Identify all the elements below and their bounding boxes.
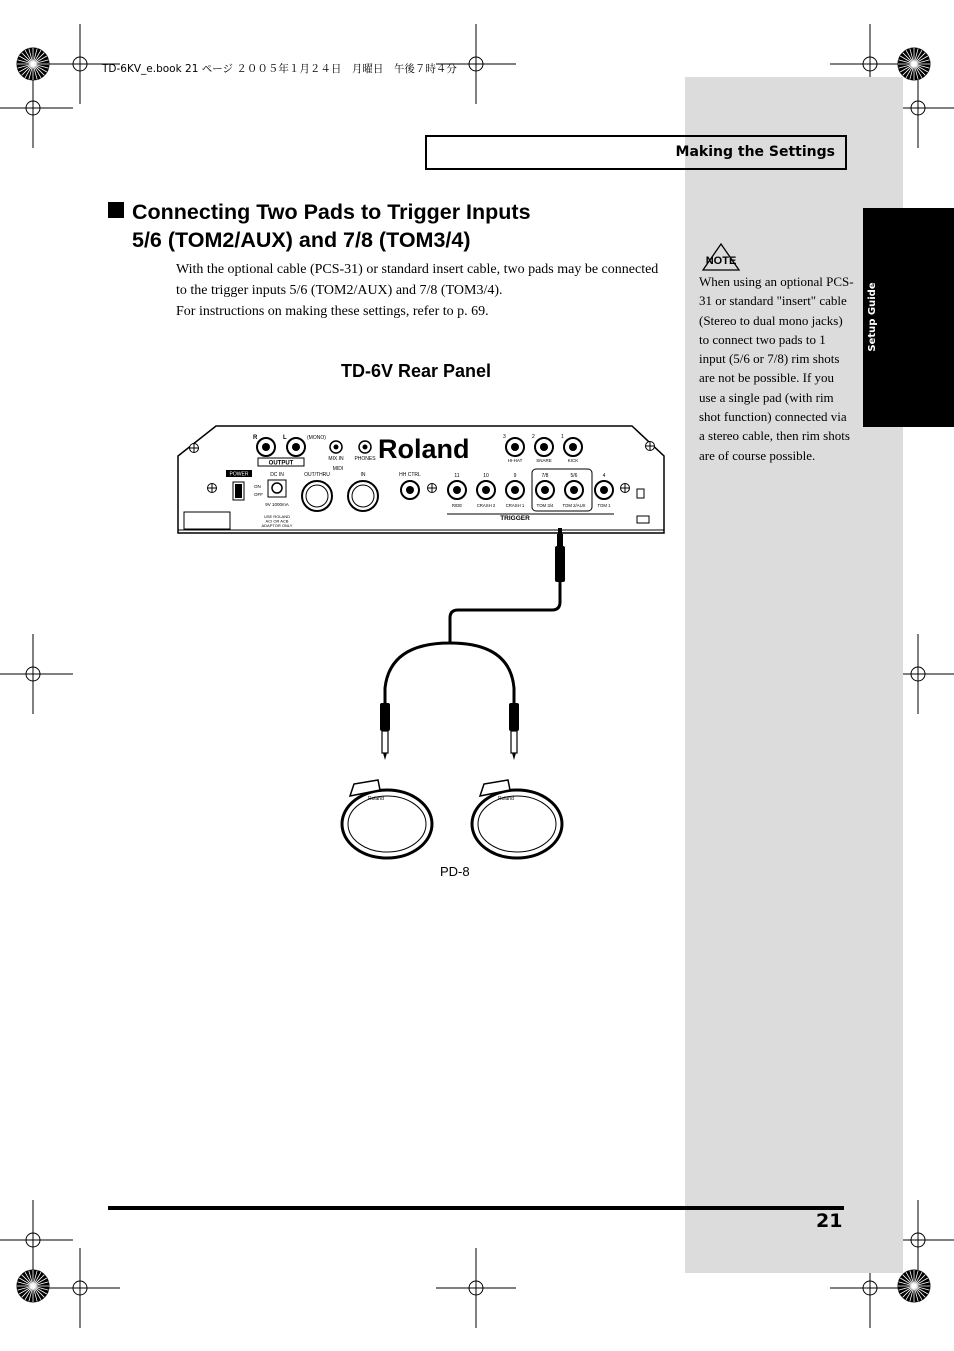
- label-mono: (MONO): [307, 435, 326, 441]
- rear-panel-diagram: [170, 420, 670, 540]
- label-adaptor-2: ACI OR ACB: [265, 518, 289, 524]
- label-2: 2: [532, 434, 535, 440]
- label-4: 4: [602, 473, 606, 479]
- trigger-56-tom2aux-jack: [565, 481, 583, 499]
- trigger-3-hihat-jack: [506, 438, 524, 456]
- label-crash2: CRASH 2: [476, 503, 496, 508]
- mix-in-jack: [330, 441, 342, 453]
- mono-plug-right: [509, 703, 519, 760]
- figure-title: TD-6V Rear Panel: [341, 361, 492, 381]
- label-out-thru: OUT/THRU: [304, 472, 330, 478]
- registration-crosshair-lines: [436, 1248, 516, 1328]
- label-dc-in: DC IN: [270, 472, 284, 478]
- pad-brand-left: Roland: [368, 796, 384, 802]
- trigger-78-tom34-jack: [536, 481, 554, 499]
- note-icon: [701, 242, 741, 272]
- output-r-jack: [257, 438, 275, 456]
- hh-ctrl-jack: [401, 481, 419, 499]
- registration-crosshair-lines: [0, 634, 73, 714]
- label-trigger: TRIGGER: [500, 515, 530, 522]
- label-volt: 9V 1000mA: [265, 502, 289, 507]
- label-9: 9: [513, 473, 517, 479]
- label-output: OUTPUT: [268, 460, 294, 467]
- registration-crosshair-lines: [0, 1200, 73, 1280]
- pd8-pad-right: [472, 780, 562, 858]
- body-paragraph-1: With the optional cable (PCS-31) or standard insert cable, two pads may be connected to the trigger inputs 5/6 (TOM2/AUX) and 7/8 (TOM3/4).: [176, 262, 659, 298]
- label-3: 3: [503, 434, 506, 440]
- label-ride: RIDE: [451, 503, 463, 508]
- label-on: ON: [254, 484, 261, 489]
- phones-jack: [359, 441, 371, 453]
- label-snare: SNARE: [536, 458, 552, 463]
- running-header: [425, 135, 847, 170]
- heading-line-2: 5/6 (TOM2/AUX) and 7/8 (TOM3/4): [132, 228, 471, 252]
- trigger-10-crash2-jack: [477, 481, 495, 499]
- trigger-2-snare-jack: [535, 438, 553, 456]
- label-10: 10: [483, 473, 489, 479]
- label-hh-ctrl: HH CTRL: [399, 472, 421, 478]
- label-in: IN: [360, 472, 366, 478]
- label-tom34: TOM 3/4: [536, 503, 554, 508]
- header-section-title: Making the Settings: [675, 144, 835, 160]
- note-icon-label: NOTE: [705, 255, 737, 267]
- label-56: 5/6: [570, 473, 578, 479]
- label-kick: KICK: [567, 458, 579, 463]
- label-11: 11: [454, 473, 460, 479]
- square-bullet-icon: [108, 202, 124, 218]
- label-r: R: [253, 435, 258, 441]
- cable-and-pads-diagram: [330, 528, 580, 868]
- trigger-1-kick-jack: [564, 438, 582, 456]
- pd8-pad-left: [342, 780, 432, 858]
- pad-brand-right: Roland: [498, 796, 514, 802]
- label-mix-in: MIX IN: [328, 456, 344, 462]
- page-number: 21: [816, 1210, 843, 1232]
- heading-line-1: Connecting Two Pads to Trigger Inputs: [132, 200, 531, 224]
- trigger-11-ride-jack: [448, 481, 466, 499]
- label-hihat: HI-HAT: [507, 458, 523, 463]
- label-phones: PHONES: [354, 456, 376, 462]
- label-1: 1: [561, 434, 564, 440]
- mono-plug-left: [380, 703, 390, 760]
- label-off: OFF: [254, 492, 263, 497]
- label-midi: MIDI: [332, 466, 344, 472]
- roland-logo: Roland: [378, 434, 470, 464]
- midi-out-thru-port: [302, 481, 332, 511]
- label-tom2aux: TOM 2/AUX: [562, 503, 586, 508]
- body-paragraph-2: For instructions on making these settings, refer to p. 69.: [176, 304, 489, 319]
- output-l-jack: [287, 438, 305, 456]
- footer-rule: [108, 1206, 844, 1210]
- section-heading: [108, 198, 531, 254]
- file-info: TD-6KV_e.book 21 ページ ２００５年１月２４日 月曜日 午後７時４分: [102, 63, 457, 75]
- label-power: POWER: [229, 471, 249, 478]
- registration-crosshair-lines: [40, 1248, 120, 1328]
- trigger-9-crash1-jack: [506, 481, 524, 499]
- label-78: 7/8: [541, 473, 549, 479]
- label-adaptor-3: ADAPTOR ONLY: [261, 523, 293, 528]
- stereo-plug: [555, 528, 565, 582]
- label-l: L: [283, 435, 287, 441]
- midi-in-port: [348, 481, 378, 511]
- trigger-4-tom1-jack: [595, 481, 613, 499]
- note-text: When using an optional PCS-31 or standard "insert" cable (Stereo to dual mono jacks) to connect two pads to 1 input (5/6 or 7/8) rim shots are not be possible. If you use a single pad (with rim shot function) connected via a stereo cable, then rim shots are of course possible.: [699, 274, 854, 463]
- section-tab-label: Setup Guide: [867, 282, 878, 352]
- pad-model-label: PD-8: [440, 864, 470, 879]
- body-text: [176, 259, 666, 322]
- label-tom1: TOM 1: [597, 503, 611, 508]
- label-adaptor-1: USE ROLAND: [263, 514, 291, 519]
- label-crash1: CRASH 1: [505, 503, 525, 508]
